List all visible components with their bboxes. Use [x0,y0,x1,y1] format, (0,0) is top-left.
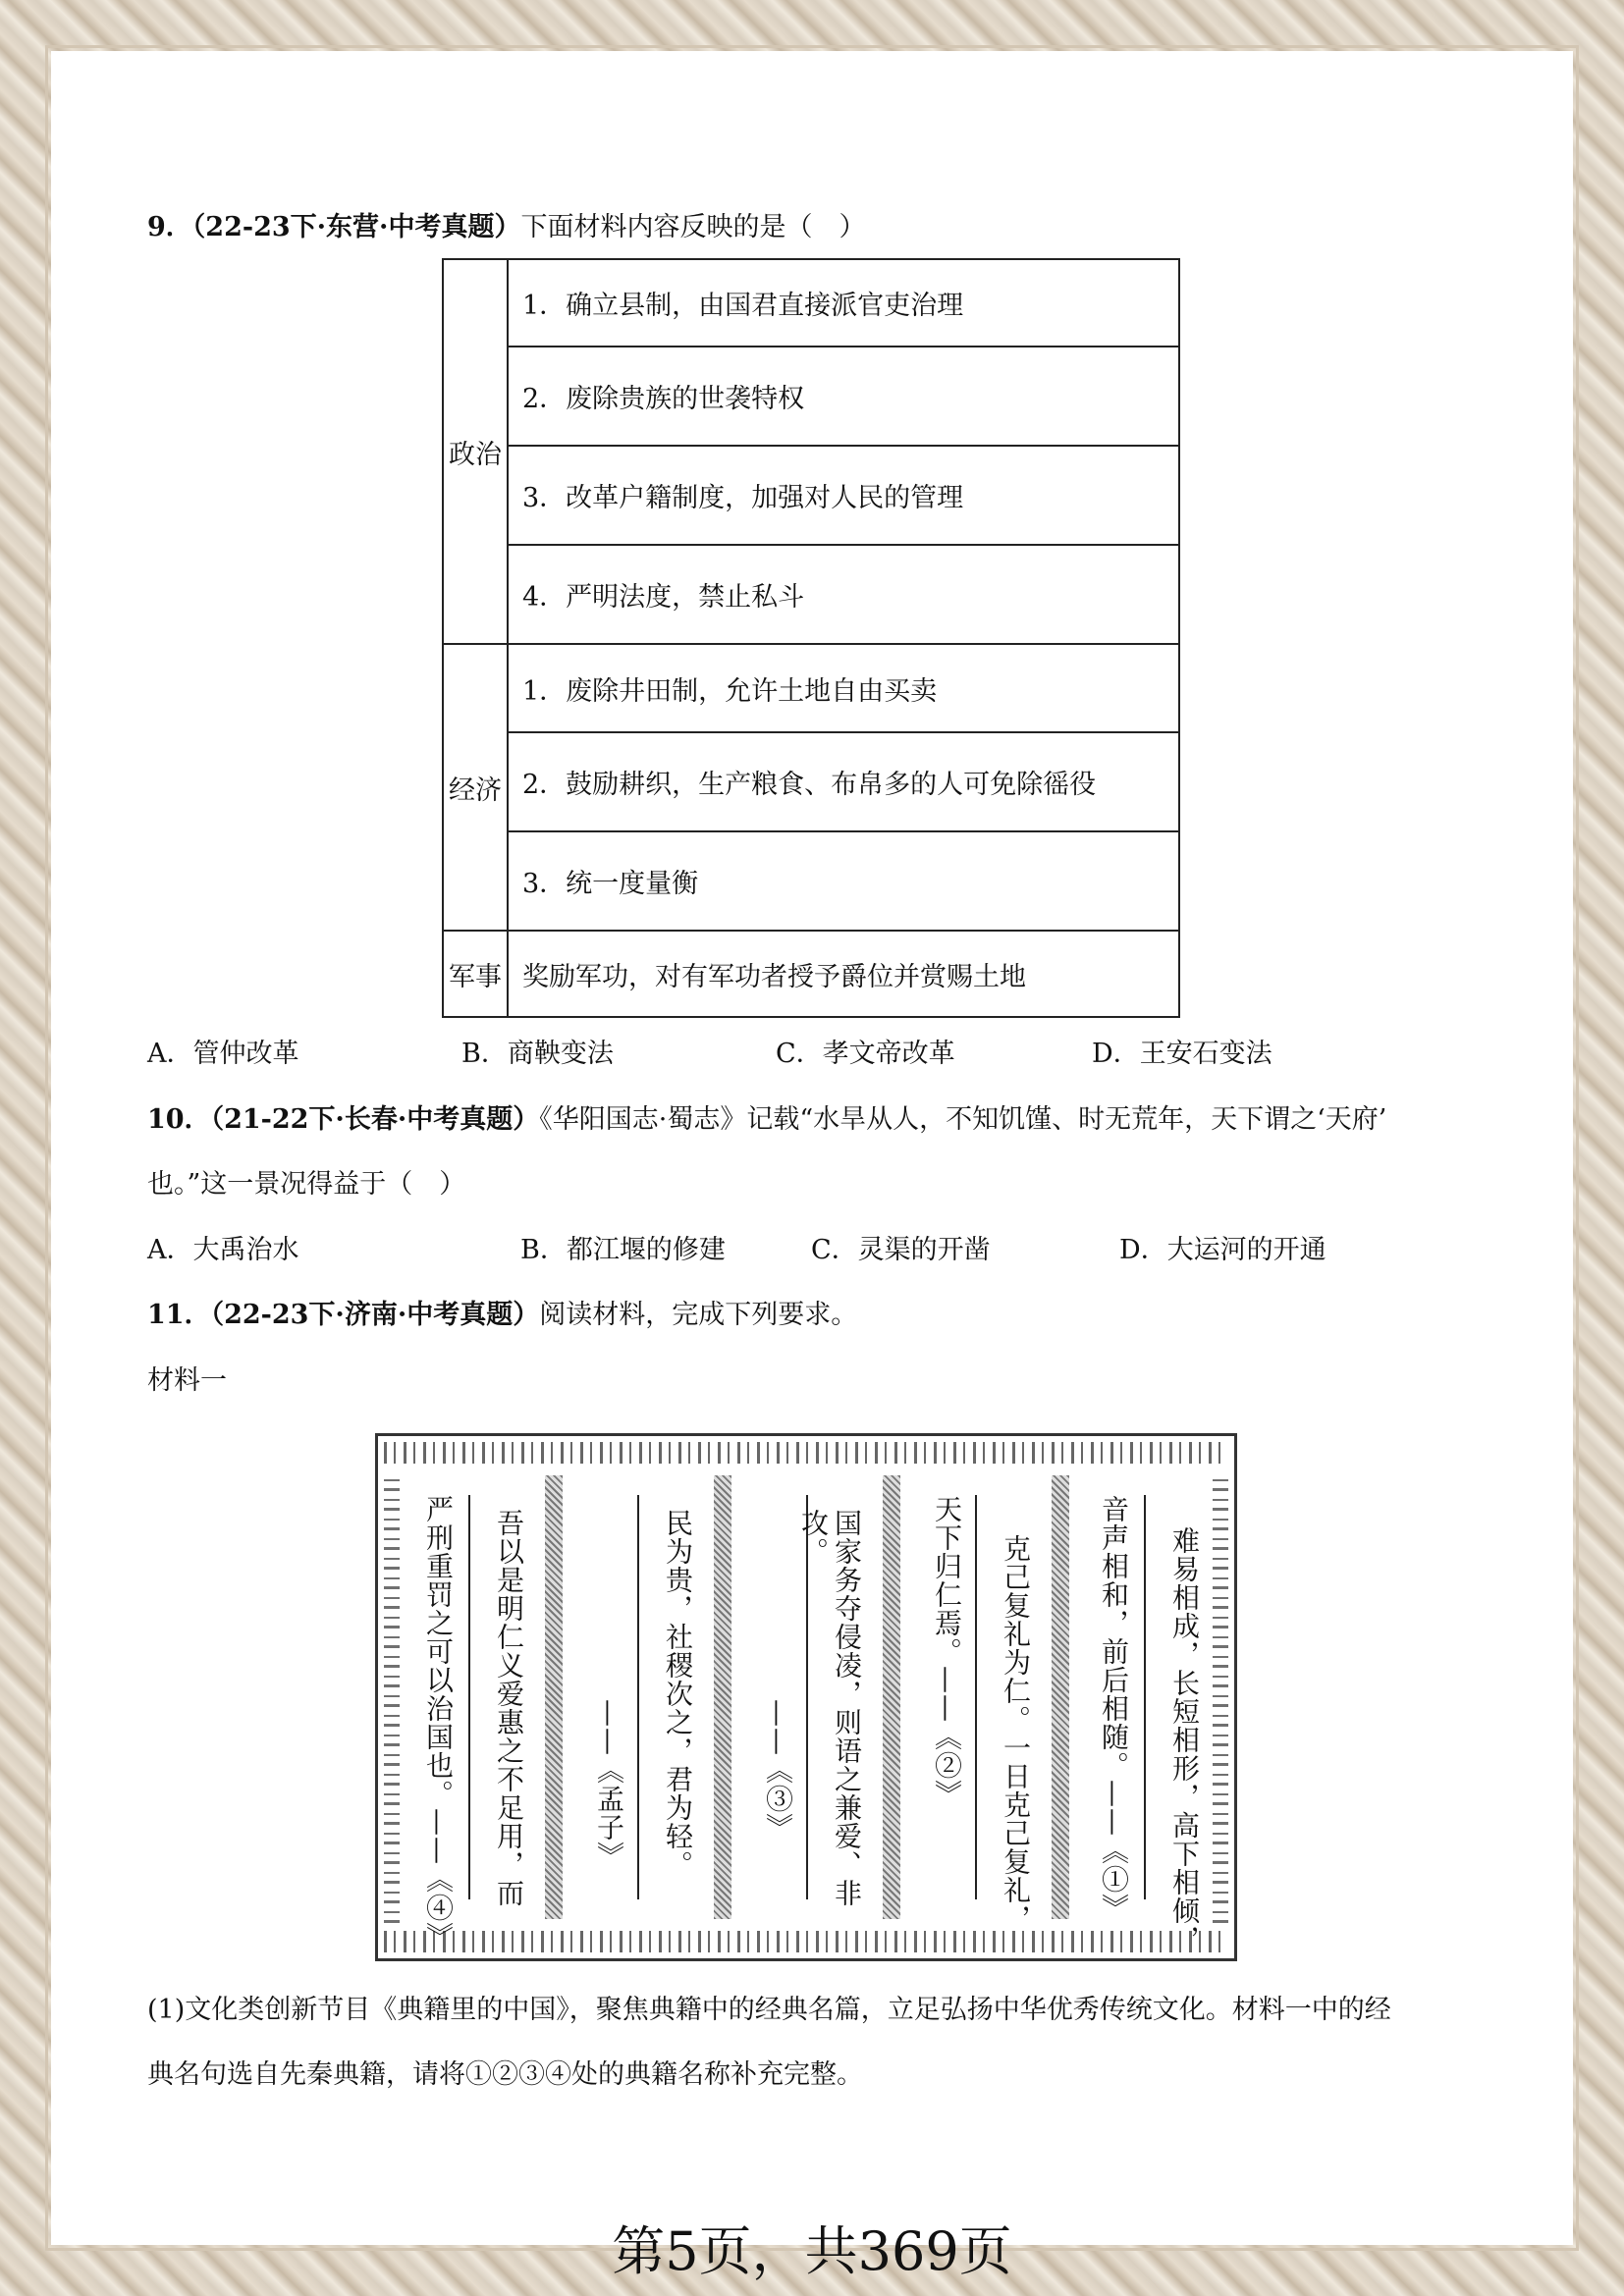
q9-stem [147,208,865,247]
economy-label: 经济 [443,644,508,931]
material-label: 材料一 [147,1365,227,1396]
politics-item-3: 3．改革户籍制度，加强对人民的管理 [508,446,1179,545]
slip-column-10: 严刑重罚之可以治国也。——《④》 [422,1495,455,1950]
slip-column-5: 国家务夺侵凌，则语之兼爱、非攻。 [797,1509,863,1907]
slip-column-3: 克己复礼为仁。一日克己复礼， [1000,1534,1032,1933]
q11-stem [147,1296,857,1335]
slip-column-4: 天下归仁焉。——《②》 [931,1495,963,1808]
slip-column-6: ——《③》 [762,1699,794,1842]
slip-rule [468,1495,470,1899]
politics-item-2: 2．废除贵族的世袭特权 [508,347,1179,446]
q11-sub1-line1: (1)文化类创新节目《典籍里的中国》，聚焦典籍中的经典名篇，立足弘扬中华优秀传统文化。材料一中的经 [147,1995,1391,2025]
q9-option-d[interactable]: D．王安石变法 [1092,1039,1272,1069]
q9-number: 9． [147,212,192,242]
q10-question: 《华阳国志·蜀志》记载“水旱从人，不知饥馑、时无荒年，天下谓之‘天府’ [539,1104,1387,1135]
q10-option-b[interactable]: B．都江堰的修建 [520,1235,726,1265]
q9-option-c[interactable]: C．孝文帝改革 [776,1039,955,1069]
q11-number: 11． [147,1300,211,1330]
slip-separator [545,1475,563,1919]
slip-column-1: 难易相成，长短相形，高下相倾， [1168,1526,1201,1953]
politics-label: 政治 [443,259,508,644]
slip-separator [883,1475,900,1919]
q10-option-d[interactable]: D．大运河的开通 [1119,1235,1326,1265]
bamboo-slips-figure [375,1433,1237,1961]
q10-option-c[interactable]: C．灵渠的开凿 [811,1235,991,1265]
q11-sub1-line2: 典名句选自先秦典籍，请将①②③④处的典籍名称补充完整。 [147,2059,863,2090]
q9-options [147,1035,1424,1074]
page-footer: 第5页，共369页 [612,2220,1012,2282]
q9-option-a[interactable]: A．管仲改革 [147,1039,299,1069]
slip-column-7: 民为贵，社稷次之，君为轻。 [662,1509,694,1879]
politics-item-1: 1．确立县制，由国君直接派官吏治理 [508,259,1179,347]
q10-option-a[interactable]: A．大禹治水 [147,1235,299,1265]
slip-column-2: 音声相和，前后相随。——《①》 [1098,1495,1130,1922]
q9-reform-table [442,258,1180,1018]
q10-stem-line1 [147,1100,1386,1140]
q9-question: 下面材料内容反映的是（ ） [520,212,866,242]
q11-source: （22-23下·济南·中考真题） [210,1300,540,1330]
q10-number: 10． [147,1104,211,1135]
economy-item-1: 1．废除井田制，允许土地自由买卖 [508,644,1179,732]
slip-border-top [384,1442,1228,1464]
q9-source: （22-23下·东营·中考真题） [191,212,521,242]
slip-column-9: 吾以是明仁义爱惠之不足用，而 [493,1509,525,1907]
slip-column-8: ——《孟子》 [593,1699,625,1870]
slip-rule [637,1495,639,1899]
slip-separator [1052,1475,1069,1919]
slip-rule [1144,1495,1146,1899]
q10-options [147,1231,1424,1270]
q9-option-b[interactable]: B．商鞅变法 [461,1039,614,1069]
q10-source: （21-22下·长春·中考真题） [210,1104,540,1135]
slip-rule [975,1495,977,1899]
slip-separator [714,1475,731,1919]
military-item: 奖励军功，对有军功者授予爵位并赏赐土地 [508,931,1179,1017]
q10-stem-line2: 也。”这一景况得益于（ ） [147,1169,466,1200]
slip-edge-right [1213,1471,1228,1923]
economy-item-3: 3．统一度量衡 [508,831,1179,931]
slip-border-bottom [384,1931,1228,1952]
slip-edge-left [384,1471,400,1923]
economy-item-2: 2．鼓励耕织，生产粮食、布帛多的人可免除徭役 [508,732,1179,831]
military-label: 军事 [443,931,508,1017]
politics-item-4: 4．严明法度，禁止私斗 [508,545,1179,644]
q11-question: 阅读材料，完成下列要求。 [539,1300,858,1330]
